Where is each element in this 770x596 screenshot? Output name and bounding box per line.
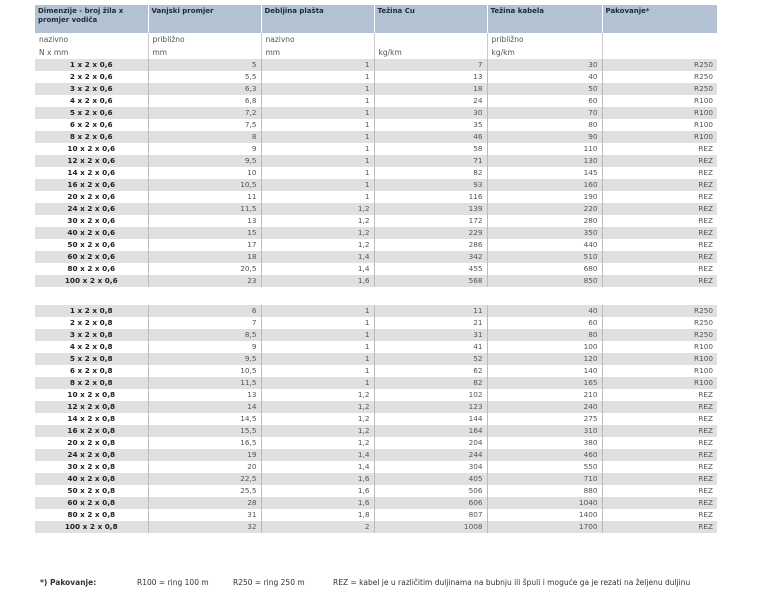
cell-sheath-thickness: 1,6 xyxy=(261,497,374,509)
cell-dimension: 1 x 2 x 0,6 xyxy=(35,59,148,71)
cell-sheath-thickness: 1,4 xyxy=(261,461,374,473)
cell-sheath-thickness: 1,6 xyxy=(261,275,374,287)
cell-sheath-thickness: 1,2 xyxy=(261,215,374,227)
cell-sheath-thickness: 1,2 xyxy=(261,389,374,401)
footnote-rez: REZ = kabel je u različitim duljinama na bubnju ili špuli i moguće ga je rezati na željenu duljinu xyxy=(333,578,691,587)
cell-copper-weight: 11 xyxy=(374,305,487,317)
cell-dimension: 60 x 2 x 0,6 xyxy=(35,251,148,263)
cell-cable-weight: 100 xyxy=(487,341,602,353)
cell-outer-diameter: 11,5 xyxy=(148,203,261,215)
footnote-label: *) Pakovanje: xyxy=(40,578,97,587)
table-row xyxy=(35,59,717,71)
cell-dimension: 14 x 2 x 0,8 xyxy=(35,413,148,425)
group-spacer xyxy=(35,287,717,305)
cell-cable-weight: 160 xyxy=(487,179,602,191)
cell-outer-diameter: 10,5 xyxy=(148,365,261,377)
cell-packaging: REZ xyxy=(602,425,717,437)
cell-packaging: REZ xyxy=(602,155,717,167)
cell-packaging: REZ xyxy=(602,191,717,203)
footnote-r100: R100 = ring 100 m xyxy=(137,578,209,587)
cell-copper-weight: 116 xyxy=(374,191,487,203)
cell-packaging: REZ xyxy=(602,509,717,521)
header-copper-weight: Težina Cu xyxy=(374,5,487,33)
cell-copper-weight: 18 xyxy=(374,83,487,95)
cell-copper-weight: 21 xyxy=(374,317,487,329)
cell-packaging: REZ xyxy=(602,215,717,227)
cell-copper-weight: 58 xyxy=(374,143,487,155)
subheader-cell xyxy=(374,33,487,46)
table-row xyxy=(35,191,717,203)
table-row xyxy=(35,329,717,341)
cell-cable-weight: 60 xyxy=(487,95,602,107)
cell-dimension: 24 x 2 x 0,6 xyxy=(35,203,148,215)
group-0-6-body xyxy=(35,59,717,287)
cell-sheath-thickness: 1 xyxy=(261,107,374,119)
cell-cable-weight: 880 xyxy=(487,485,602,497)
cell-outer-diameter: 11 xyxy=(148,191,261,203)
spacer-row xyxy=(35,287,717,305)
cell-outer-diameter: 15 xyxy=(148,227,261,239)
cell-dimension: 8 x 2 x 0,6 xyxy=(35,131,148,143)
cell-outer-diameter: 13 xyxy=(148,389,261,401)
cell-packaging: R250 xyxy=(602,71,717,83)
header-row xyxy=(35,5,717,33)
unit-cell: N x mm xyxy=(39,48,69,57)
cell-outer-diameter: 7,5 xyxy=(148,119,261,131)
cell-packaging: REZ xyxy=(602,275,717,287)
cell-copper-weight: 123 xyxy=(374,401,487,413)
cell-sheath-thickness: 1,6 xyxy=(261,485,374,497)
subheader-row-1 xyxy=(35,33,717,46)
header-sheath-thickness: Debljina plašta xyxy=(261,5,374,33)
table-row xyxy=(35,215,717,227)
cell-dimension: 100 x 2 x 0,6 xyxy=(35,275,148,287)
cell-cable-weight: 50 xyxy=(487,83,602,95)
cell-sheath-thickness: 1 xyxy=(261,167,374,179)
table-row xyxy=(35,143,717,155)
subheader-cell: približno xyxy=(148,33,261,46)
table-row xyxy=(35,275,717,287)
cell-copper-weight: 1008 xyxy=(374,521,487,533)
table-row xyxy=(35,167,717,179)
cell-cable-weight: 350 xyxy=(487,227,602,239)
cell-dimension: 5 x 2 x 0,8 xyxy=(35,353,148,365)
cell-sheath-thickness: 1,2 xyxy=(261,425,374,437)
cell-sheath-thickness: 1 xyxy=(261,143,374,155)
cell-outer-diameter: 9 xyxy=(148,143,261,155)
cell-dimension: 3 x 2 x 0,8 xyxy=(35,329,148,341)
table-row xyxy=(35,83,717,95)
cell-copper-weight: 204 xyxy=(374,437,487,449)
table-row xyxy=(35,131,717,143)
cell-copper-weight: 144 xyxy=(374,413,487,425)
table-row xyxy=(35,107,717,119)
cell-packaging: REZ xyxy=(602,179,717,191)
cell-dimension: 80 x 2 x 0,6 xyxy=(35,263,148,275)
cell-sheath-thickness: 1,2 xyxy=(261,203,374,215)
cable-spec-table xyxy=(35,5,717,533)
cell-packaging: REZ xyxy=(602,203,717,215)
cell-sheath-thickness: 1,2 xyxy=(261,437,374,449)
cell-copper-weight: 342 xyxy=(374,251,487,263)
cell-copper-weight: 13 xyxy=(374,71,487,83)
cell-cable-weight: 70 xyxy=(487,107,602,119)
table-row xyxy=(35,413,717,425)
cell-dimension: 30 x 2 x 0,8 xyxy=(35,461,148,473)
cell-packaging: REZ xyxy=(602,413,717,425)
cell-cable-weight: 510 xyxy=(487,251,602,263)
cell-dimension: 1 x 2 x 0,8 xyxy=(35,305,148,317)
cell-copper-weight: 62 xyxy=(374,365,487,377)
cell-dimension: 30 x 2 x 0,6 xyxy=(35,215,148,227)
cell-sheath-thickness: 1 xyxy=(261,155,374,167)
cell-copper-weight: 31 xyxy=(374,329,487,341)
cell-cable-weight: 165 xyxy=(487,377,602,389)
cell-cable-weight: 140 xyxy=(487,365,602,377)
cell-sheath-thickness: 1,2 xyxy=(261,401,374,413)
cell-copper-weight: 52 xyxy=(374,353,487,365)
cell-dimension: 20 x 2 x 0,6 xyxy=(35,191,148,203)
cell-packaging: R250 xyxy=(602,317,717,329)
cell-dimension: 4 x 2 x 0,6 xyxy=(35,95,148,107)
cell-packaging: R250 xyxy=(602,329,717,341)
cell-packaging: REZ xyxy=(602,167,717,179)
cell-copper-weight: 506 xyxy=(374,485,487,497)
subheader-cell: nazivno xyxy=(39,35,69,44)
cell-sheath-thickness: 1 xyxy=(261,365,374,377)
cell-outer-diameter: 6 xyxy=(148,305,261,317)
cell-outer-diameter: 15,5 xyxy=(148,425,261,437)
cell-dimension: 5 x 2 x 0,6 xyxy=(35,107,148,119)
table-row xyxy=(35,239,717,251)
cell-copper-weight: 164 xyxy=(374,425,487,437)
cell-dimension: 80 x 2 x 0,8 xyxy=(35,509,148,521)
cell-packaging: REZ xyxy=(602,437,717,449)
cell-outer-diameter: 32 xyxy=(148,521,261,533)
cell-packaging: R250 xyxy=(602,59,717,71)
table-row xyxy=(35,401,717,413)
cell-dimension: 2 x 2 x 0,8 xyxy=(35,317,148,329)
table-row xyxy=(35,305,717,317)
cell-dimension: 100 x 2 x 0,8 xyxy=(35,521,148,533)
group-0-8-body xyxy=(35,305,717,533)
cell-sheath-thickness: 1 xyxy=(261,95,374,107)
cell-cable-weight: 120 xyxy=(487,353,602,365)
cell-packaging: R100 xyxy=(602,365,717,377)
cell-cable-weight: 30 xyxy=(487,59,602,71)
cell-packaging: R100 xyxy=(602,95,717,107)
cell-packaging: R100 xyxy=(602,107,717,119)
table-row xyxy=(35,461,717,473)
cell-packaging: REZ xyxy=(602,449,717,461)
cell-packaging: R100 xyxy=(602,119,717,131)
table-row xyxy=(35,203,717,215)
cell-cable-weight: 60 xyxy=(487,317,602,329)
table-row xyxy=(35,509,717,521)
cell-outer-diameter: 13 xyxy=(148,215,261,227)
cell-sheath-thickness: 1 xyxy=(261,377,374,389)
table-row xyxy=(35,155,717,167)
table-row xyxy=(35,119,717,131)
cell-outer-diameter: 28 xyxy=(148,497,261,509)
cell-packaging: R250 xyxy=(602,83,717,95)
unit-cell: kg/km xyxy=(487,46,602,59)
cell-cable-weight: 1400 xyxy=(487,509,602,521)
cell-copper-weight: 807 xyxy=(374,509,487,521)
cell-cable-weight: 190 xyxy=(487,191,602,203)
cell-dimension: 2 x 2 x 0,6 xyxy=(35,71,148,83)
cell-outer-diameter: 10,5 xyxy=(148,179,261,191)
cell-sheath-thickness: 1,2 xyxy=(261,227,374,239)
cell-copper-weight: 139 xyxy=(374,203,487,215)
cell-outer-diameter: 31 xyxy=(148,509,261,521)
cell-packaging: REZ xyxy=(602,239,717,251)
cell-packaging: R250 xyxy=(602,305,717,317)
cell-packaging: REZ xyxy=(602,461,717,473)
table-row xyxy=(35,71,717,83)
cell-packaging: REZ xyxy=(602,143,717,155)
cell-outer-diameter: 20,5 xyxy=(148,263,261,275)
cell-outer-diameter: 14 xyxy=(148,401,261,413)
table-row xyxy=(35,263,717,275)
cell-cable-weight: 110 xyxy=(487,143,602,155)
cell-packaging: REZ xyxy=(602,485,717,497)
unit-cell: kg/km xyxy=(374,46,487,59)
subheader-cell xyxy=(602,33,717,46)
cell-outer-diameter: 6,3 xyxy=(148,83,261,95)
cell-copper-weight: 82 xyxy=(374,167,487,179)
cell-cable-weight: 80 xyxy=(487,119,602,131)
cell-dimension: 8 x 2 x 0,8 xyxy=(35,377,148,389)
cell-outer-diameter: 16,5 xyxy=(148,437,261,449)
cell-sheath-thickness: 1 xyxy=(261,131,374,143)
cell-outer-diameter: 7,2 xyxy=(148,107,261,119)
cell-packaging: REZ xyxy=(602,497,717,509)
cell-sheath-thickness: 1 xyxy=(261,317,374,329)
cell-cable-weight: 310 xyxy=(487,425,602,437)
cell-dimension: 50 x 2 x 0,8 xyxy=(35,485,148,497)
cell-sheath-thickness: 1,4 xyxy=(261,263,374,275)
cell-cable-weight: 550 xyxy=(487,461,602,473)
cell-cable-weight: 680 xyxy=(487,263,602,275)
cell-sheath-thickness: 1 xyxy=(261,353,374,365)
cell-packaging: REZ xyxy=(602,389,717,401)
cell-dimension: 40 x 2 x 0,8 xyxy=(35,473,148,485)
cell-copper-weight: 93 xyxy=(374,179,487,191)
cell-sheath-thickness: 1,2 xyxy=(261,413,374,425)
cell-copper-weight: 30 xyxy=(374,107,487,119)
cell-packaging: R100 xyxy=(602,131,717,143)
cell-sheath-thickness: 1,4 xyxy=(261,449,374,461)
cell-outer-diameter: 25,5 xyxy=(148,485,261,497)
cell-dimension: 10 x 2 x 0,8 xyxy=(35,389,148,401)
cell-sheath-thickness: 1,2 xyxy=(261,239,374,251)
cell-dimension: 6 x 2 x 0,8 xyxy=(35,365,148,377)
cell-packaging: R100 xyxy=(602,353,717,365)
cell-copper-weight: 35 xyxy=(374,119,487,131)
cell-cable-weight: 850 xyxy=(487,275,602,287)
cell-dimension: 40 x 2 x 0,6 xyxy=(35,227,148,239)
cell-outer-diameter: 19 xyxy=(148,449,261,461)
table-row xyxy=(35,365,717,377)
cell-copper-weight: 568 xyxy=(374,275,487,287)
cell-sheath-thickness: 1,6 xyxy=(261,473,374,485)
unit-cell: mm xyxy=(261,46,374,59)
cell-dimension: 10 x 2 x 0,6 xyxy=(35,143,148,155)
cell-cable-weight: 280 xyxy=(487,215,602,227)
cell-packaging: REZ xyxy=(602,251,717,263)
cell-packaging: R100 xyxy=(602,341,717,353)
table-row xyxy=(35,341,717,353)
cell-outer-diameter: 6,8 xyxy=(148,95,261,107)
cell-outer-diameter: 9 xyxy=(148,341,261,353)
table-row xyxy=(35,437,717,449)
cell-cable-weight: 90 xyxy=(487,131,602,143)
cell-outer-diameter: 18 xyxy=(148,251,261,263)
cell-outer-diameter: 22,5 xyxy=(148,473,261,485)
cell-packaging: REZ xyxy=(602,401,717,413)
cell-outer-diameter: 8 xyxy=(148,131,261,143)
cell-copper-weight: 82 xyxy=(374,377,487,389)
cell-copper-weight: 286 xyxy=(374,239,487,251)
cell-dimension: 6 x 2 x 0,6 xyxy=(35,119,148,131)
header-packaging: Pakovanje* xyxy=(602,5,717,33)
cell-outer-diameter: 9,5 xyxy=(148,353,261,365)
cell-dimension: 60 x 2 x 0,8 xyxy=(35,497,148,509)
cell-cable-weight: 1700 xyxy=(487,521,602,533)
cell-outer-diameter: 23 xyxy=(148,275,261,287)
cell-packaging: REZ xyxy=(602,227,717,239)
cell-dimension: 12 x 2 x 0,8 xyxy=(35,401,148,413)
cell-outer-diameter: 5,5 xyxy=(148,71,261,83)
cell-sheath-thickness: 1,8 xyxy=(261,509,374,521)
subheader-row-2 xyxy=(35,46,717,59)
cell-cable-weight: 130 xyxy=(487,155,602,167)
cell-packaging: REZ xyxy=(602,263,717,275)
cell-cable-weight: 80 xyxy=(487,329,602,341)
subheader-cell: nazivno xyxy=(261,33,374,46)
footnote-r250: R250 = ring 250 m xyxy=(233,578,305,587)
cell-copper-weight: 455 xyxy=(374,263,487,275)
cell-dimension: 50 x 2 x 0,6 xyxy=(35,239,148,251)
table-row xyxy=(35,353,717,365)
cell-sheath-thickness: 1,4 xyxy=(261,251,374,263)
cell-sheath-thickness: 1 xyxy=(261,59,374,71)
cell-cable-weight: 40 xyxy=(487,71,602,83)
cell-outer-diameter: 14,5 xyxy=(148,413,261,425)
cell-copper-weight: 172 xyxy=(374,215,487,227)
cell-cable-weight: 380 xyxy=(487,437,602,449)
cell-copper-weight: 46 xyxy=(374,131,487,143)
cell-sheath-thickness: 1 xyxy=(261,305,374,317)
cell-copper-weight: 304 xyxy=(374,461,487,473)
cell-outer-diameter: 11,5 xyxy=(148,377,261,389)
cell-copper-weight: 71 xyxy=(374,155,487,167)
cell-sheath-thickness: 1 xyxy=(261,341,374,353)
cell-dimension: 16 x 2 x 0,6 xyxy=(35,179,148,191)
cell-dimension: 4 x 2 x 0,8 xyxy=(35,341,148,353)
cell-sheath-thickness: 1 xyxy=(261,83,374,95)
table-row xyxy=(35,317,717,329)
cell-cable-weight: 460 xyxy=(487,449,602,461)
cell-cable-weight: 240 xyxy=(487,401,602,413)
cable-spec-table-container xyxy=(35,5,717,533)
cell-outer-diameter: 20 xyxy=(148,461,261,473)
cell-packaging: REZ xyxy=(602,473,717,485)
cell-copper-weight: 606 xyxy=(374,497,487,509)
cell-dimension: 3 x 2 x 0,6 xyxy=(35,83,148,95)
table-row xyxy=(35,521,717,533)
cell-packaging: R100 xyxy=(602,377,717,389)
cell-cable-weight: 145 xyxy=(487,167,602,179)
table-row xyxy=(35,449,717,461)
cell-sheath-thickness: 2 xyxy=(261,521,374,533)
cell-dimension: 20 x 2 x 0,8 xyxy=(35,437,148,449)
table-row xyxy=(35,95,717,107)
cell-sheath-thickness: 1 xyxy=(261,119,374,131)
cell-copper-weight: 41 xyxy=(374,341,487,353)
table-row xyxy=(35,179,717,191)
cell-copper-weight: 244 xyxy=(374,449,487,461)
cell-cable-weight: 210 xyxy=(487,389,602,401)
cell-outer-diameter: 10 xyxy=(148,167,261,179)
cell-cable-weight: 710 xyxy=(487,473,602,485)
cell-dimension: 14 x 2 x 0,6 xyxy=(35,167,148,179)
cell-sheath-thickness: 1 xyxy=(261,329,374,341)
cell-outer-diameter: 5 xyxy=(148,59,261,71)
cell-cable-weight: 1040 xyxy=(487,497,602,509)
cell-copper-weight: 7 xyxy=(374,59,487,71)
cell-sheath-thickness: 1 xyxy=(261,179,374,191)
cell-copper-weight: 24 xyxy=(374,95,487,107)
cell-cable-weight: 275 xyxy=(487,413,602,425)
spacer-cell xyxy=(35,287,717,305)
unit-cell: mm xyxy=(148,46,261,59)
table-row xyxy=(35,389,717,401)
table-row xyxy=(35,377,717,389)
subheader-cell: približno xyxy=(487,33,602,46)
cell-copper-weight: 405 xyxy=(374,473,487,485)
cell-cable-weight: 440 xyxy=(487,239,602,251)
cell-copper-weight: 102 xyxy=(374,389,487,401)
cell-sheath-thickness: 1 xyxy=(261,71,374,83)
cell-cable-weight: 40 xyxy=(487,305,602,317)
table-row xyxy=(35,485,717,497)
table-row xyxy=(35,473,717,485)
cell-dimension: 12 x 2 x 0,6 xyxy=(35,155,148,167)
cell-outer-diameter: 9,5 xyxy=(148,155,261,167)
unit-cell xyxy=(602,46,717,59)
cell-dimension: 24 x 2 x 0,8 xyxy=(35,449,148,461)
header-outer-diameter: Vanjski promjer xyxy=(148,5,261,33)
cell-outer-diameter: 7 xyxy=(148,317,261,329)
cell-outer-diameter: 8,5 xyxy=(148,329,261,341)
table-row xyxy=(35,497,717,509)
cell-outer-diameter: 17 xyxy=(148,239,261,251)
cell-sheath-thickness: 1 xyxy=(261,191,374,203)
cell-dimension: 16 x 2 x 0,8 xyxy=(35,425,148,437)
header-dimensions: Dimenzije - broj žila x promjer vodiča xyxy=(35,5,148,33)
header-cable-weight: Težina kabela xyxy=(487,5,602,33)
cell-copper-weight: 229 xyxy=(374,227,487,239)
table-row xyxy=(35,251,717,263)
cell-packaging: REZ xyxy=(602,521,717,533)
table-row xyxy=(35,227,717,239)
cell-cable-weight: 220 xyxy=(487,203,602,215)
table-row xyxy=(35,425,717,437)
